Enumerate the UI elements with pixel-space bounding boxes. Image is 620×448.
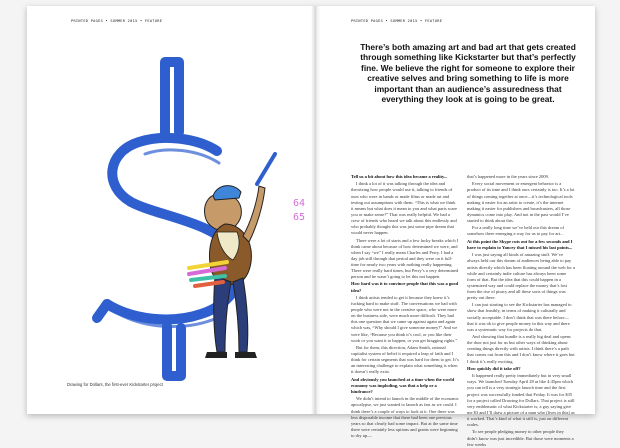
body-paragraph: There were a lot of starts and a few lucky breaks which I think came about because of how determined we were, and when I say “we” I really mean Charles and Perry. I had a day job still through that period and they were on it full-time for nearly two years with nothing really happening. There were really hard times, but Perry’s a very determined person and he wasn’t going to let this not happen.	[351, 237, 459, 280]
magazine-spread	[27, 6, 595, 447]
body-paragraph: I think artists tended to get it because they knew it’s fucking hard to make stuff. The conversations we had with people who were not in the creative space, who were more on the business side, were much more difficult. They had this one question that we came up against again and again which was, “Why should I give someone money?” And we were like, “Because you think it’s cool, or you like their work or you want it to happen, or you get bragging rights.”	[351, 294, 458, 343]
interview-question: How hard was it to convince people that this was a good idea?	[351, 281, 459, 293]
artist-figure	[205, 154, 276, 358]
body-column-1	[351, 174, 459, 438]
page-gutter	[311, 6, 321, 414]
interview-question: At this point the Skype cuts out for a few seconds and I have to explain to Yancey that I missed his last points...	[467, 238, 573, 250]
body-paragraph: Every social movement or emergent behavior is a product of its time and I think ours certainly is too. It’s a lot of things coming together at once—it’s technological tools making it easier for an artist to create, it’s the internet making it easier for publishers and broadcasters, all those dynamics come into play. And not in the past would I’ve started to think about this.	[467, 181, 575, 223]
body-paragraph: I was just saying all kinds of amazing stuff. We’ve always held our this dream of audiences being able to pay artists directly which has been floating around the web for a while and certainly indie culture has always been some form of that. But the idea that this could happen in a systemized way and could replace the money that’s lost from the rise of piracy and all these sorts of things was pretty out there.	[467, 252, 575, 300]
page-number-right: 65	[293, 212, 306, 223]
running-head-right: PRINTED PAGES • SUMMER 2015 • FEATURE	[351, 19, 443, 23]
illustration-dollar-artist	[67, 46, 287, 386]
interview-question: And obviously you launched at a time when the world economy was imploding, was that a help or a hindrance?	[351, 376, 455, 394]
body-paragraph: I think a lot of it was talking through the idea and theorizing how people would use it, talking to friends of ours who were in bands or made films or made art and testing out assumptions with them. “This is what we think it means but what does it mean to you and what parts scare you or make sense?” That was really helpful. We had a crew of friends who heard we talk about this endlessly and who probably thought this was just some pipe dream that would never happen.	[351, 181, 457, 236]
running-head-left: PRINTED PAGES • SUMMER 2015 • FEATURE	[71, 19, 163, 23]
body-column-2	[467, 174, 575, 447]
body-paragraph: And showing that hundle is a really big deal and opens the door not just for us but other ways of thinking about creating things directly with artists. I think there’s a path that comes out from this and I don’t know where it goes but I think it’s really exciting.	[467, 334, 575, 364]
body-paragraph: We didn’t intend to launch in the middle of the economic apocalypse, we just wanted to launch as fast as we could. I think there’s a couple of ways to look at it. One there was less disposable income that there had been one previous years so that clearly had some impact. But at the same time there were certainly less options and grants were beginning to dry up—	[351, 396, 459, 438]
body-paragraph: To see people pledging money to other people they didn’t know was just incredible. But those were moments a few weeks	[467, 429, 574, 447]
pull-quote: There’s both amazing art and bad art that gets created through something like Kickstarter but that’s perfectly fine. We believe the right for someone to explore their creative selves and bring something to life is more important than an audience’s assuredness that everything they look at is going to be great.	[360, 42, 576, 105]
dollar-inner-line	[119, 150, 219, 327]
interview-question: Tell us a bit about how this idea became a reality...	[351, 174, 448, 179]
page-number-left: 64	[293, 198, 306, 209]
body-paragraph: For a really long time we’ve held our this dream of somehow there emerging a way for us to pay for art...	[467, 225, 564, 237]
body-paragraph: I can just starting to see the Kickstarter has managed to show that feasibly, in terms of making it culturally and socially acceptable. I don’t think that was there before—that it was ok to give people money in this way and there was a systematic way for projects do that.	[467, 302, 572, 332]
body-paragraph: But for them, this direction, Adam Smith, rational capitalist system of belief it required a leap of faith and I think for certain segments that was hard for them to get. It’s an interesting challenge to explain what something is when it doesn’t really exist.	[351, 345, 459, 375]
body-paragraph: that’s happened more in the years since 2009.	[467, 174, 549, 179]
image-caption: Drawing for Dollars, the first-ever Kickstarter project	[67, 382, 163, 387]
interview-question: How quickly did it take off?	[467, 365, 521, 371]
body-paragraph: It happened really pretty immediately but in very small ways. We launched Tuesday April 28 at like 4:45pm which you can tell is a very strategic launch time and the first project was successfully funded that Friday. It was for $35 for a project called Drawing for Dollars. That project is still very emblematic of what Kickstarter is; a guy saying give me $3 and I’ll draw a picture of a man who (lives in this) as it worked. That’s kind of what it still is, just on different scales.	[467, 373, 575, 428]
